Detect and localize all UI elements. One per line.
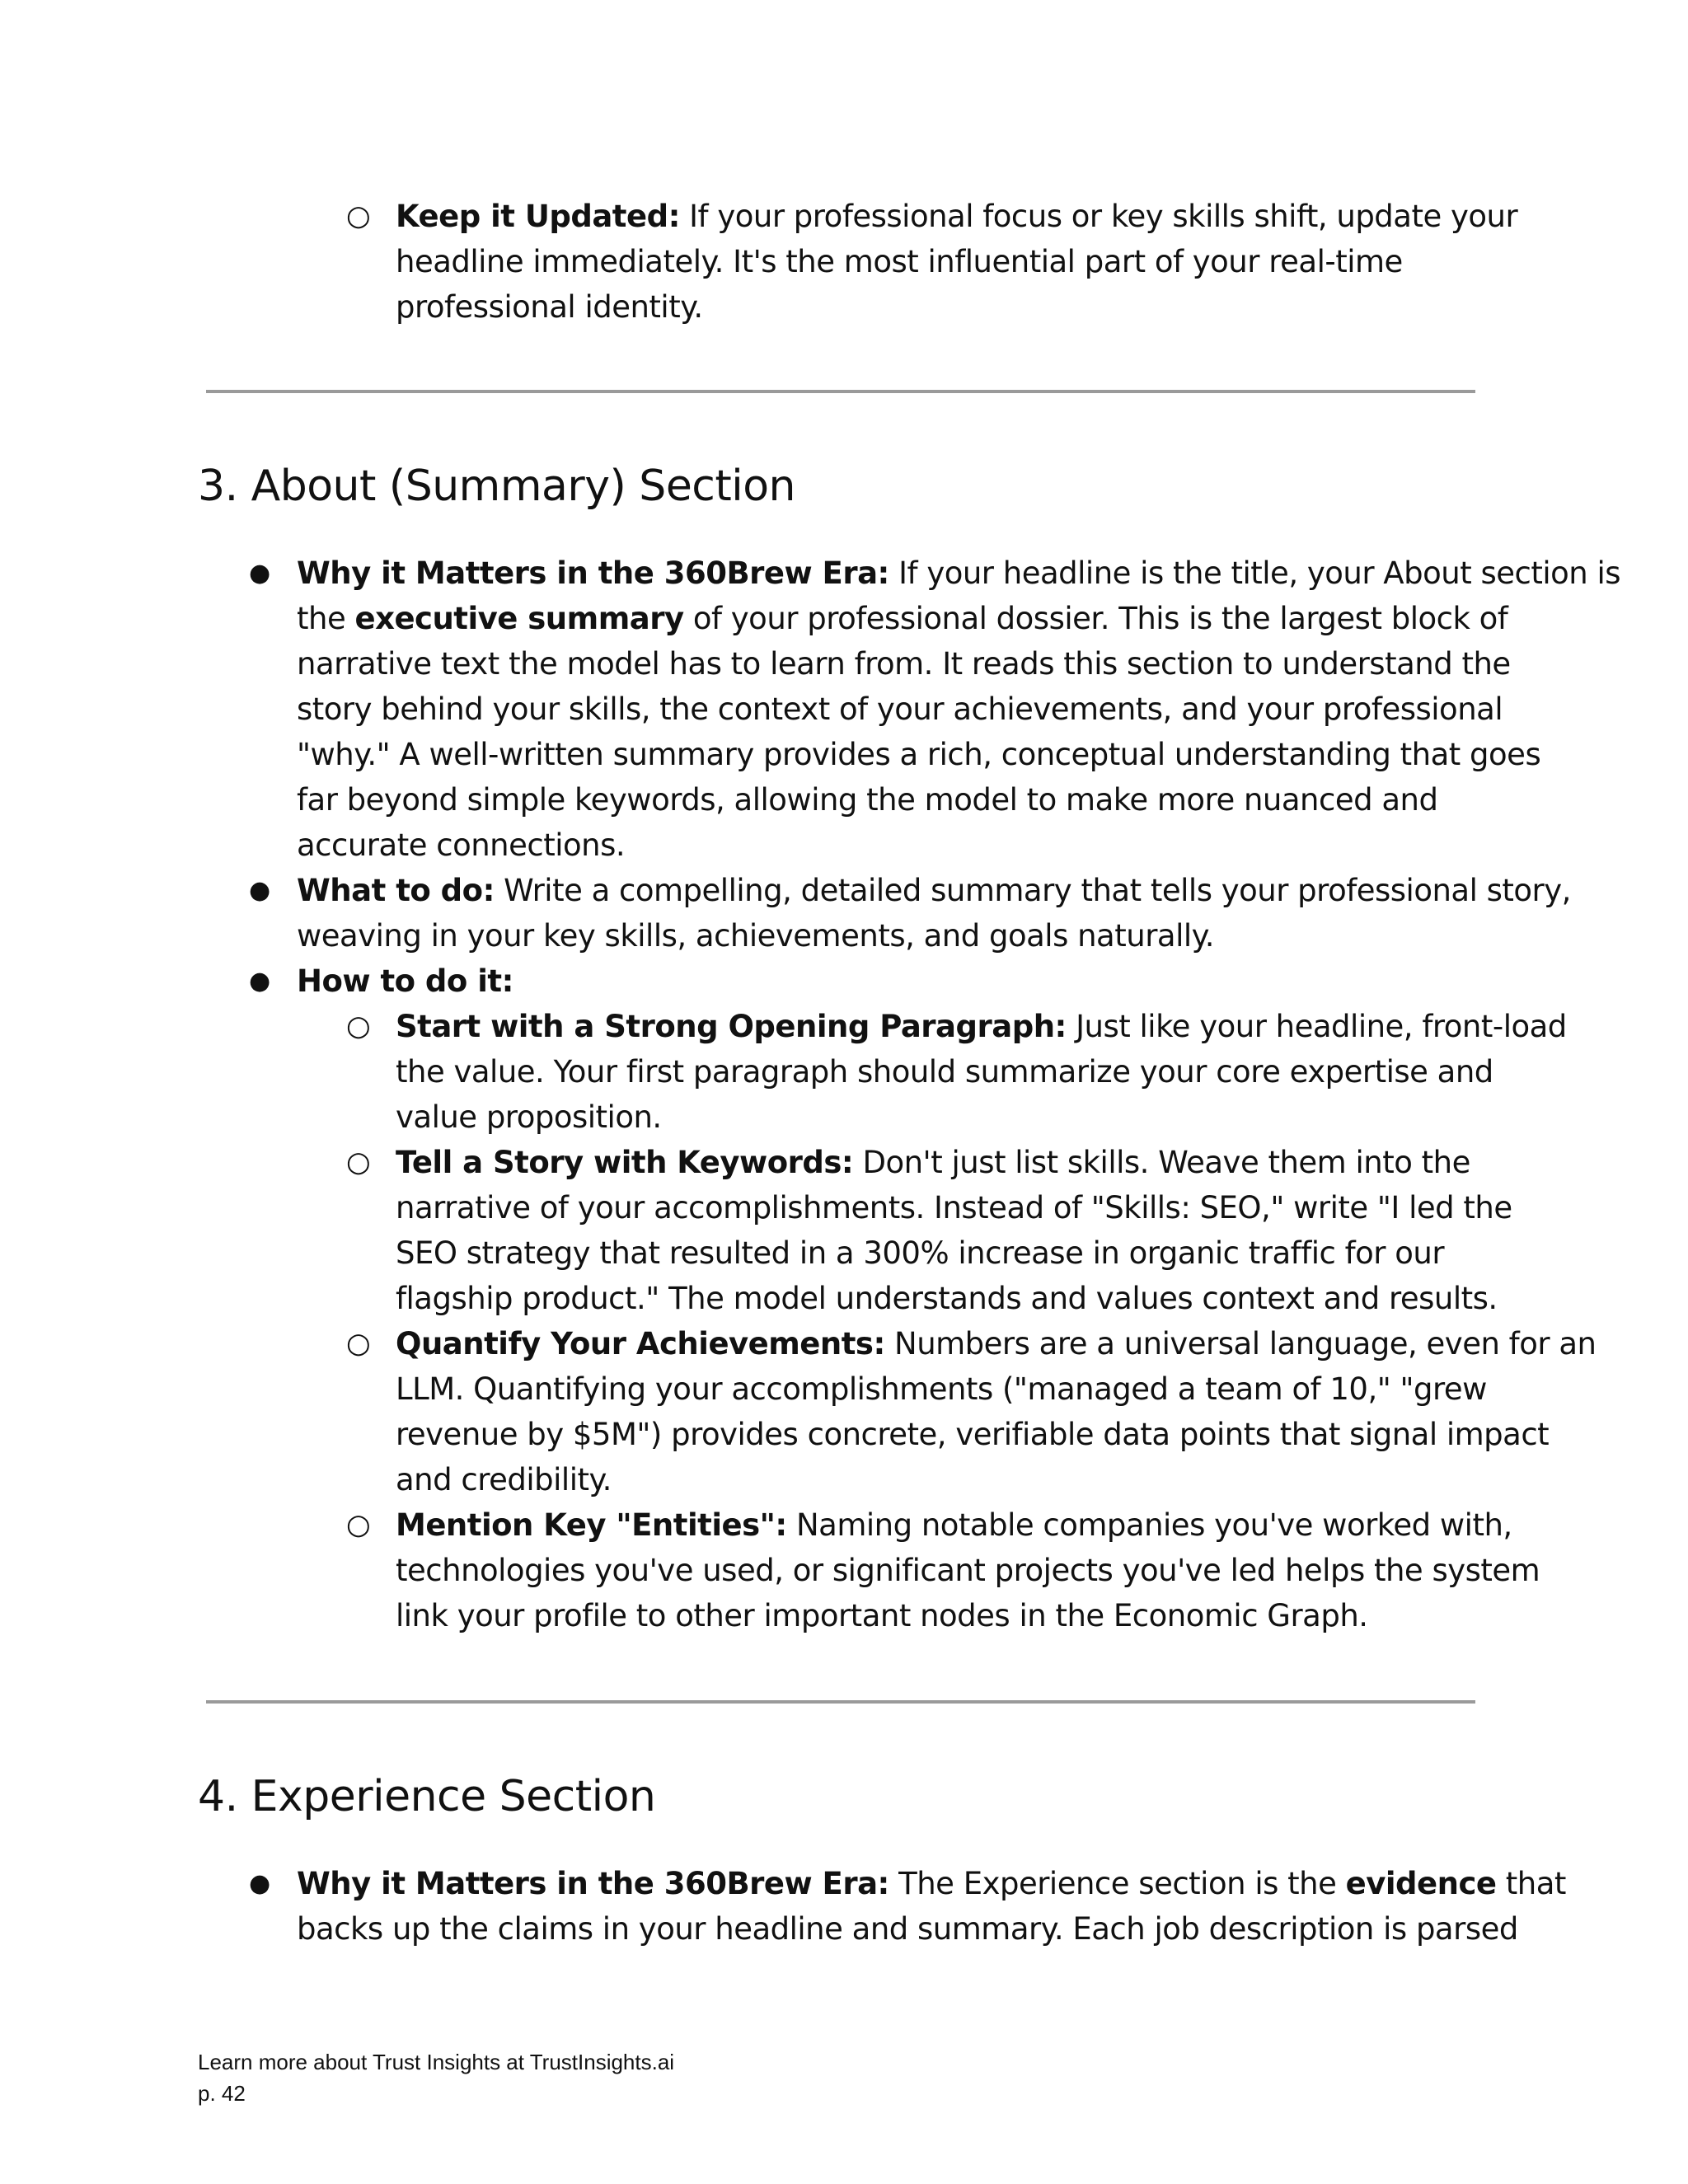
- section-heading-about: 3. About (Summary) Section: [198, 462, 796, 511]
- list-item-how: How to do it:: [297, 963, 513, 999]
- sub-item-keep-updated: Keep it Updated: If your professional focus or key skills shift, update your headline immediately. It's the most influential part of your real-time professional identity.: [396, 199, 1518, 325]
- sub-item-opening-paragraph: Start with a Strong Opening Paragraph: Just like your headline, front-load the value. Your first paragraph should summarize your core expertise and value proposition.: [396, 1009, 1567, 1135]
- filled-bullet-icon: ●: [249, 967, 271, 996]
- sub-item-story-keywords: Tell a Story with Keywords: Don't just list skills. Weave them into the narrative of your accomplishments. Instead of "Skills: SEO," write "I led the SEO strategy that resulted in a 300% increase in organic traffic for our flagship product." The model understands and values context and results.: [396, 1145, 1512, 1316]
- page-footer: [198, 2046, 674, 2109]
- hollow-bullet-icon: ○: [346, 199, 371, 232]
- section-divider: [206, 390, 1475, 393]
- section-heading-experience: 4. Experience Section: [198, 1772, 656, 1821]
- sub-item-entities: Mention Key "Entities": Naming notable companies you've worked with, technologies you've used, or significant projects you've led helps the system link your profile to other important nodes in the Economic Graph.: [396, 1507, 1540, 1633]
- list-item-experience-why: Why it Matters in the 360Brew Era: The Experience section is the evidence that backs up the claims in your headline and summary. Each job description is parsed: [297, 1866, 1566, 1947]
- section-divider: [206, 1700, 1475, 1704]
- hollow-bullet-icon: ○: [346, 1146, 371, 1179]
- filled-bullet-icon: ●: [249, 559, 271, 588]
- page-number: p. 42: [198, 2081, 246, 2106]
- hollow-bullet-icon: ○: [346, 1327, 371, 1360]
- hollow-bullet-icon: ○: [346, 1508, 371, 1541]
- filled-bullet-icon: ●: [249, 1869, 271, 1898]
- sub-item-label: Keep it Updated:: [396, 199, 680, 234]
- footer-text: Learn more about Trust Insights at TrustInsights.ai: [198, 2050, 675, 2074]
- filled-bullet-icon: ●: [249, 876, 271, 905]
- list-item-why: Why it Matters in the 360Brew Era: If your headline is the title, your About section is the executive summary of your professional dossier. This is the largest block of narrative text the model has to learn from. It reads this section to understand the story behind your skills, the context of your achievements, and your professional "why." A well-written summary provides a rich, conceptual understanding that goes far beyond simple keywords, allowing the model to make more nuanced and accurate connections.: [297, 555, 1621, 863]
- list-item-what: What to do: Write a compelling, detailed summary that tells your professional story, weaving in your key skills, achievements, and goals naturally.: [297, 873, 1571, 954]
- sub-item-quantify: Quantify Your Achievements: Numbers are a universal language, even for an LLM. Quantifying your accomplishments ("managed a team of 10," "grew revenue by $5M") provides concrete, verifiable data points that signal impact and credibility.: [396, 1326, 1597, 1497]
- hollow-bullet-icon: ○: [346, 1010, 371, 1043]
